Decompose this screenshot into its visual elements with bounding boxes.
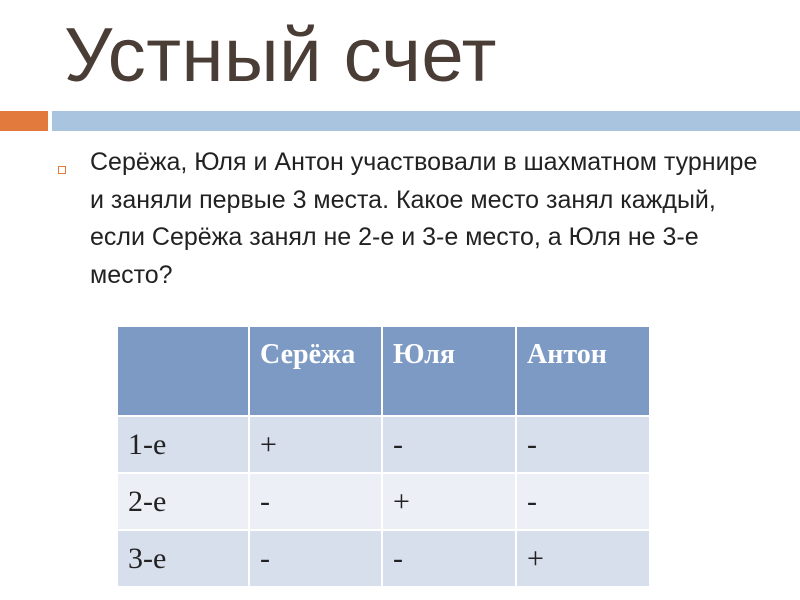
- place-cell: 3-е: [117, 530, 249, 587]
- table-row: [117, 530, 650, 587]
- table-cell: -: [382, 416, 516, 473]
- answer-table-container: [116, 325, 651, 588]
- answer-table: [116, 325, 651, 588]
- header-cell-yulya: Юля: [382, 326, 516, 416]
- table-cell: -: [516, 473, 650, 530]
- header-cell-anton: Антон: [516, 326, 650, 416]
- table-cell: +: [516, 530, 650, 587]
- table-row: [117, 473, 650, 530]
- table-cell: -: [249, 473, 382, 530]
- table-cell: +: [249, 416, 382, 473]
- hollow-square-bullet-icon: [58, 166, 66, 174]
- place-cell: 1-е: [117, 416, 249, 473]
- place-cell: 2-е: [117, 473, 249, 530]
- table-cell: -: [249, 530, 382, 587]
- problem-bullet: [58, 144, 758, 325]
- title-underline-bar: [52, 111, 800, 131]
- problem-text: Серёжа, Юля и Антон участвовали в шахматном турнире и заняли первые 3 места. Какое место занял каждый, если Серёжа занял не 2-е и 3-е место, а Юля не 3-е место?: [90, 148, 758, 289]
- table-header-row: [117, 326, 650, 416]
- header-cell-corner: [117, 326, 249, 416]
- slide-title: Устный счет: [64, 13, 497, 98]
- table-cell: -: [516, 416, 650, 473]
- header-cell-seryozha: Серёжа: [249, 326, 382, 416]
- table-cell: +: [382, 473, 516, 530]
- title-accent-bar: [0, 111, 48, 131]
- table-row: [117, 416, 650, 473]
- table-cell: -: [382, 530, 516, 587]
